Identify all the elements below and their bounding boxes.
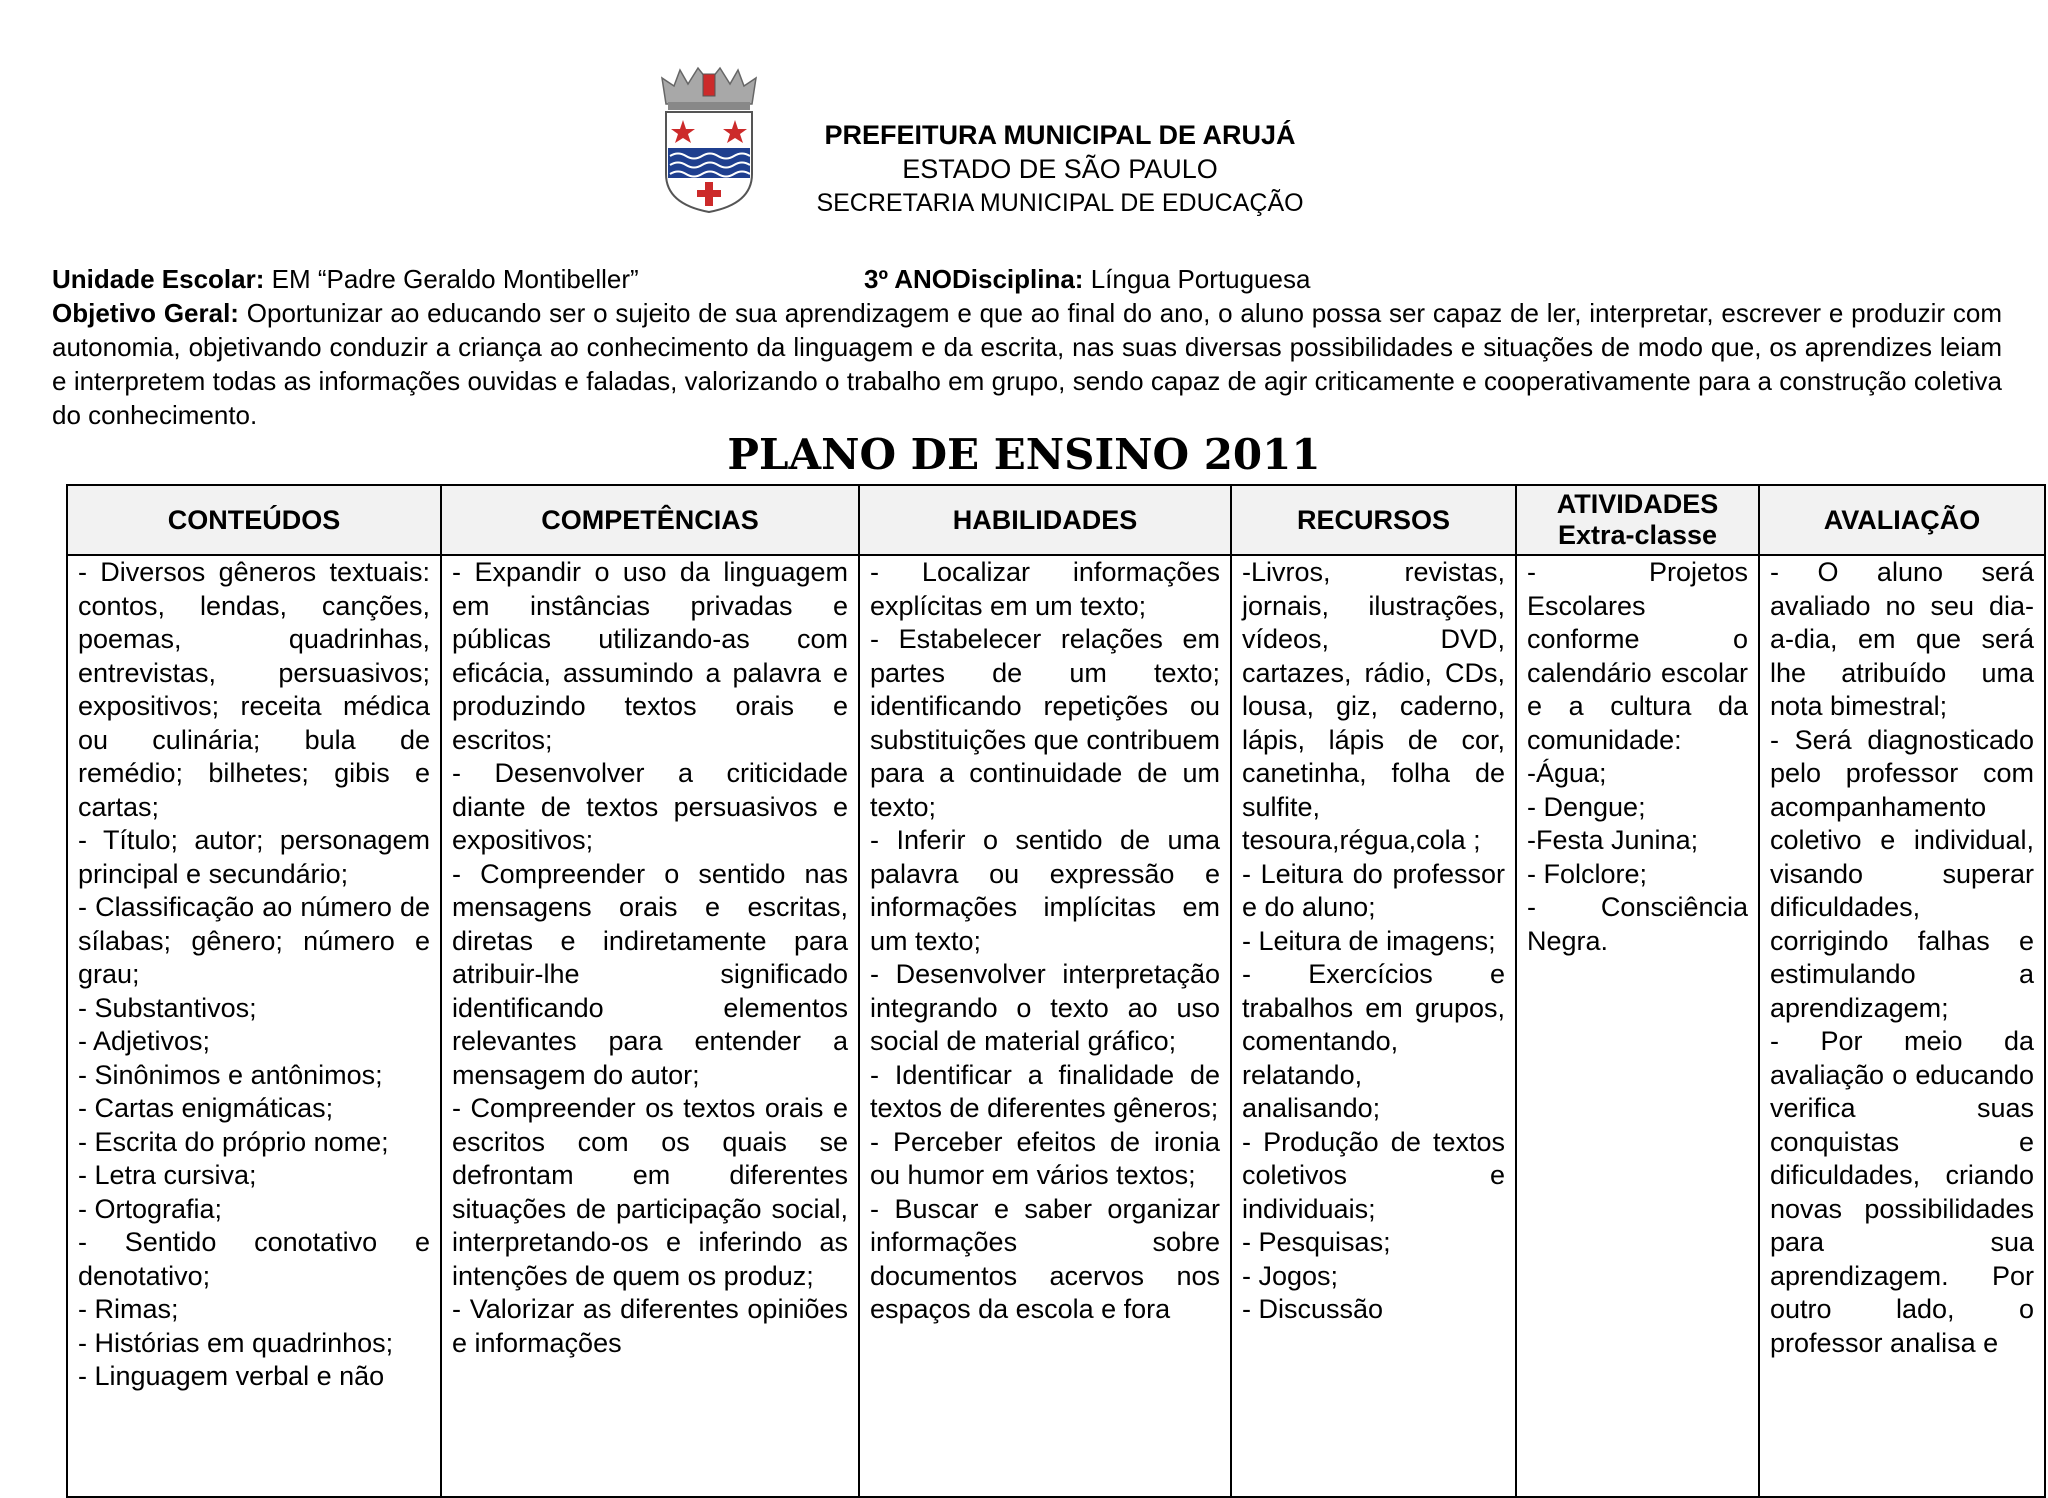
- teaching-plan-table: [66, 484, 2046, 1498]
- ano-label: 3º ANODisciplina:: [864, 264, 1084, 294]
- cell-avaliacao: - O aluno será avaliado no seu dia-a-dia, em que será lhe atribuído uma nota bimestral; - Será diagnosticado pelo professor com acompanhamento coletivo e individual, visando superar dificuldades, corrigindo falhas e estimulando a aprendizagem; - Por meio da avaliação o educando verifica suas conquistas e dificuldades, criando novas possibilidades para sua aprendizagem. Por outro lado, o professor analisa e: [1759, 555, 2045, 1497]
- header-atividades: ATIVIDADES Extra-classe: [1516, 485, 1759, 555]
- municipal-crest-icon: [658, 64, 760, 214]
- unit-label: Unidade Escolar:: [52, 264, 265, 294]
- plan-info: [52, 262, 2002, 432]
- header-avaliacao: AVALIAÇÃO: [1759, 485, 2045, 555]
- discipline-value: Língua Portuguesa: [1083, 264, 1311, 294]
- cell-habilidades: - Localizar informações explícitas em um texto; - Estabelecer relações em partes de um texto; identificando repetições ou substituições que contribuem para a continuidade de um texto; - Inferir o sentido de uma palavra ou expressão e informações implícitas em um texto; - Desenvolver interpretação integrando o texto ao uso social de material gráfico; - Identificar a finalidade de textos de diferentes gêneros; - Perceber efeitos de ironia ou humor em vários textos; - Buscar e saber organizar informações sobre documentos acervos nos espaços da escola e fora: [859, 555, 1231, 1497]
- table-row: [67, 555, 2045, 1497]
- unit-value: EM “Padre Geraldo Montibeller”: [264, 264, 639, 294]
- header-competencias: COMPETÊNCIAS: [441, 485, 859, 555]
- unit-row: [52, 262, 2002, 296]
- header-recursos: RECURSOS: [1231, 485, 1516, 555]
- objective-paragraph: [52, 296, 2002, 432]
- secretariat-title: SECRETARIA MUNICIPAL DE EDUCAÇÃO: [816, 189, 1304, 217]
- state-title: ESTADO DE SÃO PAULO: [902, 154, 1218, 184]
- header-habilidades: HABILIDADES: [859, 485, 1231, 555]
- prefecture-title: PREFEITURA MUNICIPAL DE ARUJÁ: [824, 120, 1296, 150]
- plan-title: PLANO DE ENSINO 2011: [727, 430, 1321, 479]
- cell-atividades: - Projetos Escolares conforme o calendário escolar e a cultura da comunidade: -Água; - Dengue; -Festa Junina; - Folclore; - Consciência Negra.: [1516, 555, 1759, 1497]
- objective-value: Oportunizar ao educando ser o sujeito de sua aprendizagem e que ao final do ano, o aluno possa ser capaz de ler, interpretar, escrever e produzir com autonomia, objetivando conduzir a criança ao conhecimento da linguagem e da escrita, nas suas diversas possibilidades e situações de modo que, os aprendizes leiam e interpretem todas as informações ouvidas e faladas, valorizando o trabalho em grupo, sendo capaz de agir criticamente e cooperativamente para a construção coletiva do conhecimento.: [52, 298, 2002, 430]
- cell-recursos: -Livros, revistas, jornais, ilustrações, vídeos, DVD, cartazes, rádio, CDs, lousa, giz, caderno, lápis, lápis de cor, canetinha, folha de sulfite, tesoura,régua,cola ; - Leitura do professor e do aluno; - Leitura de imagens; - Exercícios e trabalhos em grupos, comentando, relatando, analisando; - Produção de textos coletivos e individuais; - Pesquisas; - Jogos; - Discussão: [1231, 555, 1516, 1497]
- table-header-row: [67, 485, 2045, 555]
- letterhead: [780, 118, 1340, 220]
- cell-conteudos: - Diversos gêneros textuais: contos, lendas, canções, poemas, quadrinhas, entrevistas, persuasivos; expositivos; receita médica ou culinária; bula de remédio; bilhetes; gibis e cartas; - Título; autor; personagem principal e secundário; - Classificação ao número de sílabas; gênero; número e grau; - Substantivos; - Adjetivos; - Sinônimos e antônimos; - Cartas enigmáticas; - Escrita do próprio nome; - Letra cursiva; - Ortografia; - Sentido conotativo e denotativo; - Rimas; - Histórias em quadrinhos; - Linguagem verbal e não: [67, 555, 441, 1497]
- header-conteudos: CONTEÚDOS: [67, 485, 441, 555]
- cell-competencias: - Expandir o uso da linguagem em instâncias privadas e públicas utilizando-as com eficácia, assumindo a palavra e produzindo textos orais e escritos; - Desenvolver a criticidade diante de textos persuasivos e expositivos; - Compreender o sentido nas mensagens orais e escritas, diretas e indiretamente para atribuir-lhe significado identificando elementos relevantes para entender a mensagem do autor; - Compreender os textos orais e escritos com os quais se defrontam em diferentes situações de participação social, interpretando-os e inferindo as intenções de quem os produz; - Valorizar as diferentes opiniões e informações: [441, 555, 859, 1497]
- objective-label: Objetivo Geral:: [52, 298, 239, 328]
